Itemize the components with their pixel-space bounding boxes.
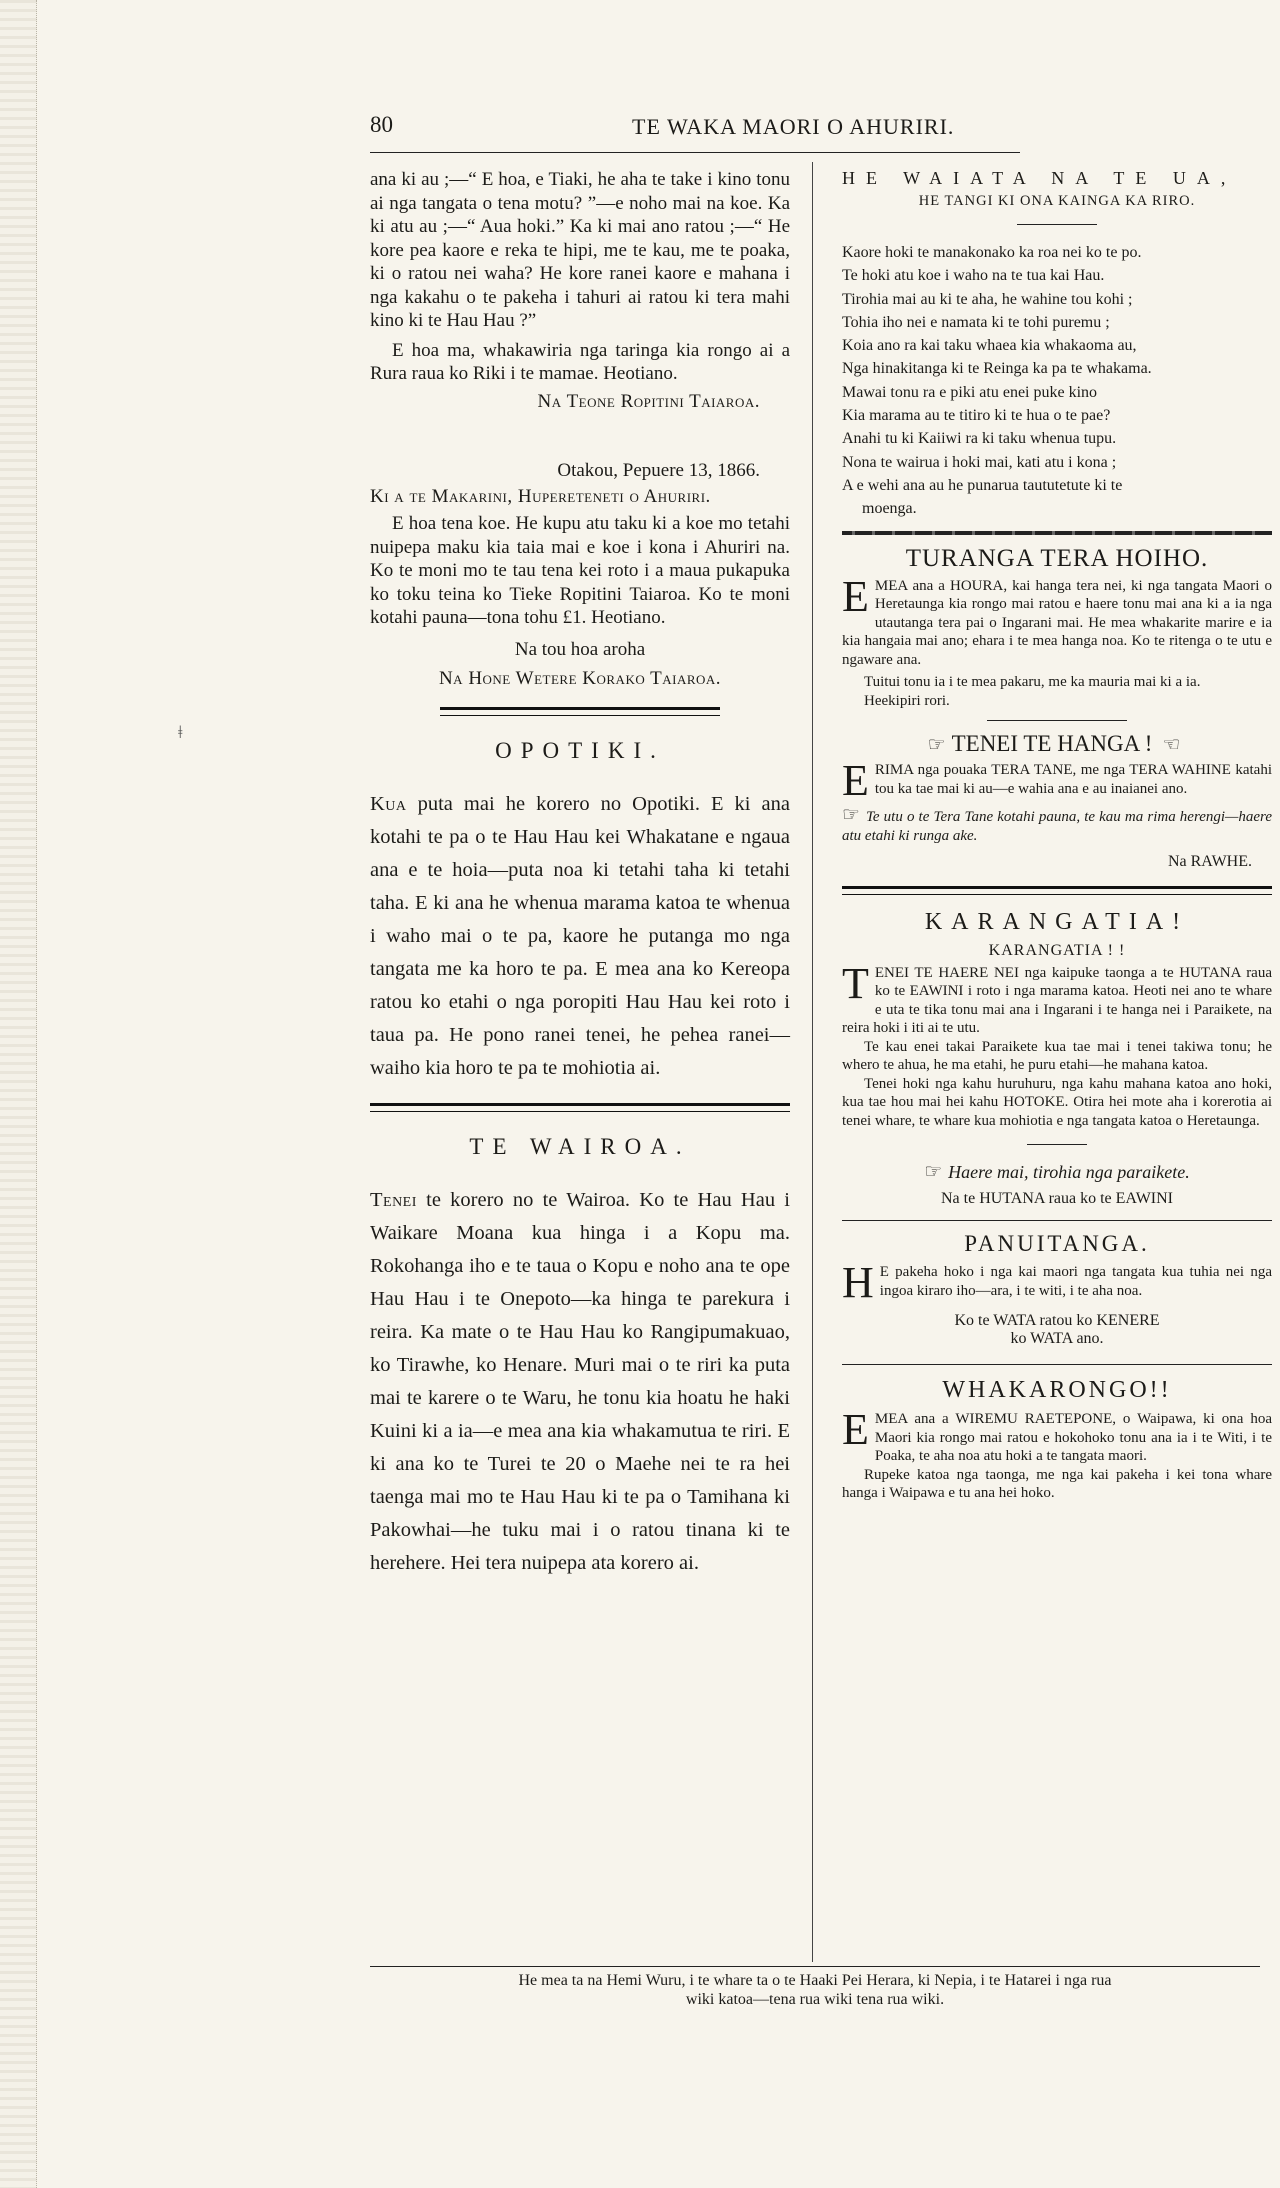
ornament-rule xyxy=(842,531,1272,535)
article-body xyxy=(370,1184,790,1580)
poem-line: Mawai tonu ra e piki atu enei puke kino xyxy=(842,383,1098,401)
waiata-subtitle: HE TANGI KI ONA KAINGA KA RIRO. xyxy=(918,193,1196,209)
ad-title: KARANGATIA! xyxy=(924,908,1190,935)
article-lead: Tenei xyxy=(370,1188,417,1211)
right-column xyxy=(842,168,1272,1503)
ad-text: MEA ana a WIREMU RAETEPONE, o Waipawa, ki ona hoa Maori kia rongo mai ratou e hokohoko tonu ana ia i te Witi, i te Poaka, te aha noa atu hoki a te tangata maori. xyxy=(874,1411,1272,1465)
poem-line: Anahi tu ki Kaiiwi ra ki taku whenua tupu. xyxy=(842,430,1117,448)
page-number: 80 xyxy=(370,112,393,137)
ad-text: RIMA nga pouaka TERA TANE, me nga TERA WAHINE katahi tou ka tae mai ki au—e wahia ana e au inaianei ano. xyxy=(874,762,1272,797)
ad-body xyxy=(842,958,1272,1038)
page-header xyxy=(370,112,1020,153)
imprint-line: He mea ta na Hemi Wuru, i te whare ta o te Haaki Pei Herara, ki Nepia, i te Hatarei i nga rua xyxy=(518,1972,1112,1989)
ad-paragraph: Tuitui tonu ia i te mea pakaru, me ka mauria mai ki a ia. xyxy=(864,674,1201,691)
drop-cap: E xyxy=(842,571,869,621)
ad-paragraph: Tenei hoki nga kahu huruhuru, nga kahu mahana katoa ano hoki, kua tae hou mai hei kahu HOTOKE. Otira hei mote aha i korerotia ai tenei whare, te whare kua mohiotia e nga tangata katoa o Heretaunga. xyxy=(842,1075,1272,1129)
ad-signature: Ko te WATA ratou ko KENERE xyxy=(954,1312,1160,1330)
opotiki-article xyxy=(370,738,790,1085)
ad-note xyxy=(842,806,1272,845)
ad-tenei xyxy=(842,731,1272,872)
ad-note-text: Te utu o te Tera Tane kotahi pauna, te kau ma rima herengi—haere atu etahi ki runga ake. xyxy=(842,809,1272,844)
poem-line: Kaore hoki te manakonako ka roa nei ko te po. xyxy=(842,244,1142,261)
letter-hone xyxy=(370,459,790,691)
ad-karangatia xyxy=(842,909,1272,1209)
ad-title-row xyxy=(842,731,1272,757)
drop-cap: E xyxy=(842,756,869,806)
ad-subtitle: KARANGATIA ! ! xyxy=(988,941,1126,959)
drop-cap: T xyxy=(842,958,869,1008)
letter-paragraph: E hoa ma, whakawiria nga taringa kia rongo ai a Rura raua ko Riki i te mamae. Heotiano. xyxy=(370,339,790,384)
ad-invite-row xyxy=(842,1159,1272,1184)
ad-paragraph: Rupeke katoa nga taonga, me nga kai pakeha i kei tona whare hanga i Waipawa e tu ana hei hoko. xyxy=(842,1466,1272,1502)
left-column xyxy=(370,168,790,1580)
waiata-title: HE WAIATA NA TE UA, xyxy=(842,168,1237,188)
poem-line: Kia marama au te titiro ki te hua o te pae? xyxy=(842,407,1111,425)
poem-line: moenga. xyxy=(862,500,917,518)
wairoa-article xyxy=(370,1134,790,1580)
binding-edge xyxy=(0,0,37,2188)
pointing-hand-icon: ☞ xyxy=(924,1161,943,1184)
letter-address: Ki a te Makarini, Huperetenetı o Ahuriri. xyxy=(370,485,711,507)
letter-dateline: Otakou, Pepuere 13, 1866. xyxy=(557,460,760,481)
imprint-line: wiki katoa—tena rua wiki tena rua wiki. xyxy=(685,1991,945,2008)
short-rule xyxy=(1017,224,1097,225)
ad-signature: ko WATA ano. xyxy=(1010,1330,1104,1348)
ad-signature: Na te HUTANA raua ko te EAWINI xyxy=(940,1190,1174,1208)
article-lead: Kua xyxy=(370,792,407,815)
pointing-hand-icon: ☞ xyxy=(842,804,860,827)
ad-body xyxy=(842,1405,1272,1466)
ad-title: TENEI TE HANGA ! xyxy=(951,731,1153,757)
letter-teone xyxy=(370,168,790,413)
waiata xyxy=(842,168,1272,521)
ad-title: TURANGA TERA HOIHO. xyxy=(905,544,1209,572)
letter-signature: Na Teone Ropitini Taiaroa. xyxy=(537,390,760,412)
ad-whakarongo xyxy=(842,1377,1272,1503)
ad-body xyxy=(842,756,1272,806)
poem-line: Tirohia mai au ki te aha, he wahine tou kohi ; xyxy=(842,290,1133,308)
ad-paragraph: Te kau enei takai Paraikete kua tae mai i tenei takiwa tonu; he whero te ahua, he ma etahi, he puru etahi—he mahana katoa. xyxy=(842,1038,1272,1074)
poem-line: Koia ano ra kai taku whaea kia whakaoma au, xyxy=(842,337,1137,355)
ad-title: WHAKARONGO!! xyxy=(942,1377,1172,1404)
ad-panuitanga xyxy=(842,1231,1272,1348)
ad-signature: Na RAWHE. xyxy=(1167,853,1252,871)
drop-cap: E xyxy=(842,1405,869,1455)
section-rule xyxy=(440,707,720,716)
poem-line: Tohia iho nei e namata ki te tohi puremu ; xyxy=(842,313,1110,331)
letter-body: ana ki au ;—“ E hoa, e Tiaki, he aha te take i kino tonu ai nga tangata o tena motu? ”—e noho mai na koe. Ka ki atu au ;—“ Aua hoki.” Ka ki mai ano ratou ;—“ He kore pea kaore e reka te hipi, me te kau, me te poaka, ki o ratou nei waha? He kore ranei kaore e mahana i nga kakahu o te pakeha i tahuri ai ratou ki tera mahi kino ki te Hau Hau ?” xyxy=(370,169,790,331)
ad-turanga xyxy=(842,545,1272,711)
poem-line: Te hoki atu koe i waho na te tua kai Hau. xyxy=(842,267,1105,285)
article-body xyxy=(370,788,790,1085)
article-title: TE WAIROA. xyxy=(469,1133,691,1159)
article-text: te korero no te Wairoa. Ko te Hau Hau i Waikare Moana kua hinga i a Kopu ma. Rokohanga iho e te taua o Kopu e noho ana te ope Hau Hau i te Onepoto—ka hinga te parekura i reira. Ka mate o te Hau Hau ko Rangipumakuao, ko Tirawhe, ko Henare. Muri mai o te riri ka puta mai te karere o te Waru, he tonu kia hoatu he haki Kuini ki a ia—e mea ana kia whakamutua te riri. E ki ana ko te Turei te 20 o Maehe nei te ra hei taenga mai mo te Hau Hau ki te pa o Tamihana ki Pakowhai—he tuku mai i o ratou tinana ki te herehere. Hei tera nuipepa ata korero ai. xyxy=(370,1188,790,1574)
drop-cap: H xyxy=(842,1258,874,1308)
pointing-hand-icon: ☜ xyxy=(1162,734,1181,757)
short-rule xyxy=(987,720,1127,721)
ad-invite: Haere mai, tirohia nga paraikete. xyxy=(948,1162,1190,1183)
section-rule xyxy=(842,886,1272,895)
pointing-hand-icon: ☞ xyxy=(927,734,946,757)
page-footer xyxy=(370,1966,1260,2009)
article-text: puta mai he korero no Opotiki. E ki ana kotahi te pa o te Hau Hau kei Whakatane e ngaua ana e te hoia—puta noa ki tetahi taha ki tetahi taha. E ki ana he whenua marama katoa te whenua i waho mai o te pa, kaore he putanga mo nga tangata me ka horo te pa. E mea ana ko Kereopa ratou ko etahi o nga poropiti Hau Hau kei roto i taua pa. He pono ranei tenei, he pehea ranei—waiho kia horo te pa te mohiotia ai. xyxy=(370,792,790,1079)
margin-pencil-mark: ǂ xyxy=(178,722,183,742)
waiata-lines xyxy=(842,241,1272,521)
section-rule xyxy=(842,1364,1272,1365)
column-divider xyxy=(812,162,813,1962)
ad-title: PANUITANGA. xyxy=(964,1231,1150,1257)
running-title: TE WAKA MAORI O AHURIRI. xyxy=(632,114,955,139)
article-title: OPOTIKI. xyxy=(495,737,665,763)
section-rule xyxy=(370,1103,790,1112)
short-rule xyxy=(1027,1144,1087,1145)
ad-body xyxy=(842,1258,1272,1308)
poem-line: A e wehi ana au he punarua taututetute ki te xyxy=(842,476,1123,494)
ad-paragraph: Heekipiri rori. xyxy=(864,692,950,709)
letter-closing: Na tou hoa aroha xyxy=(514,638,646,660)
letter-body: E hoa tena koe. He kupu atu taku ki a koe mo tetahi nuipepa maku kia taia mai e koe i kona i Ahuriri na. Ko te moni mo te tau tena kei roto i a maua pukapuka ko toku teina ko Tieke Ropitini Taiaroa. Ko te moni kotahi pauna—tona tohu £1. Heotiano. xyxy=(370,513,790,628)
ad-text: MEA ana a HOURA, kai hanga tera nei, ki nga tangata Maori o Heretaunga kia rongo mai ratou e haere tonu mai ana ki a ia nga utautanga tera pai o Ingarani mai. He mea whakarite marire e ia kia hangaia mai ano; ehara i te mea hanga noa. Ko te ritenga o te utu e ngaware ana. xyxy=(842,577,1272,668)
ad-body xyxy=(842,571,1272,670)
ad-text: ENEI TE HAERE NEI nga kaipuke taonga a te HUTANA raua ko te EAWINI i roto i nga marama katoa. Heoti nei ano te whare e uta te tika tonu mai ana i Ingarani i te hanga nei i Paraikete, na reira hoki i iti ai te utu. xyxy=(842,964,1272,1037)
poem-line: Nga hinakitanga ki te Reinga ka pa te whakama. xyxy=(842,360,1152,378)
letter-signature: Na Hone Wetere Korako Taiaroa. xyxy=(438,668,722,689)
ad-text: E pakeha hoko i nga kai maori nga tangata kua tuhia nei nga ingoa kiraro iho—ara, i te witi, i te aha noa. xyxy=(879,1264,1272,1299)
poem-line: Nona te wairua i hoki mai, kati atu i kona ; xyxy=(842,453,1117,471)
section-rule xyxy=(842,1220,1272,1221)
